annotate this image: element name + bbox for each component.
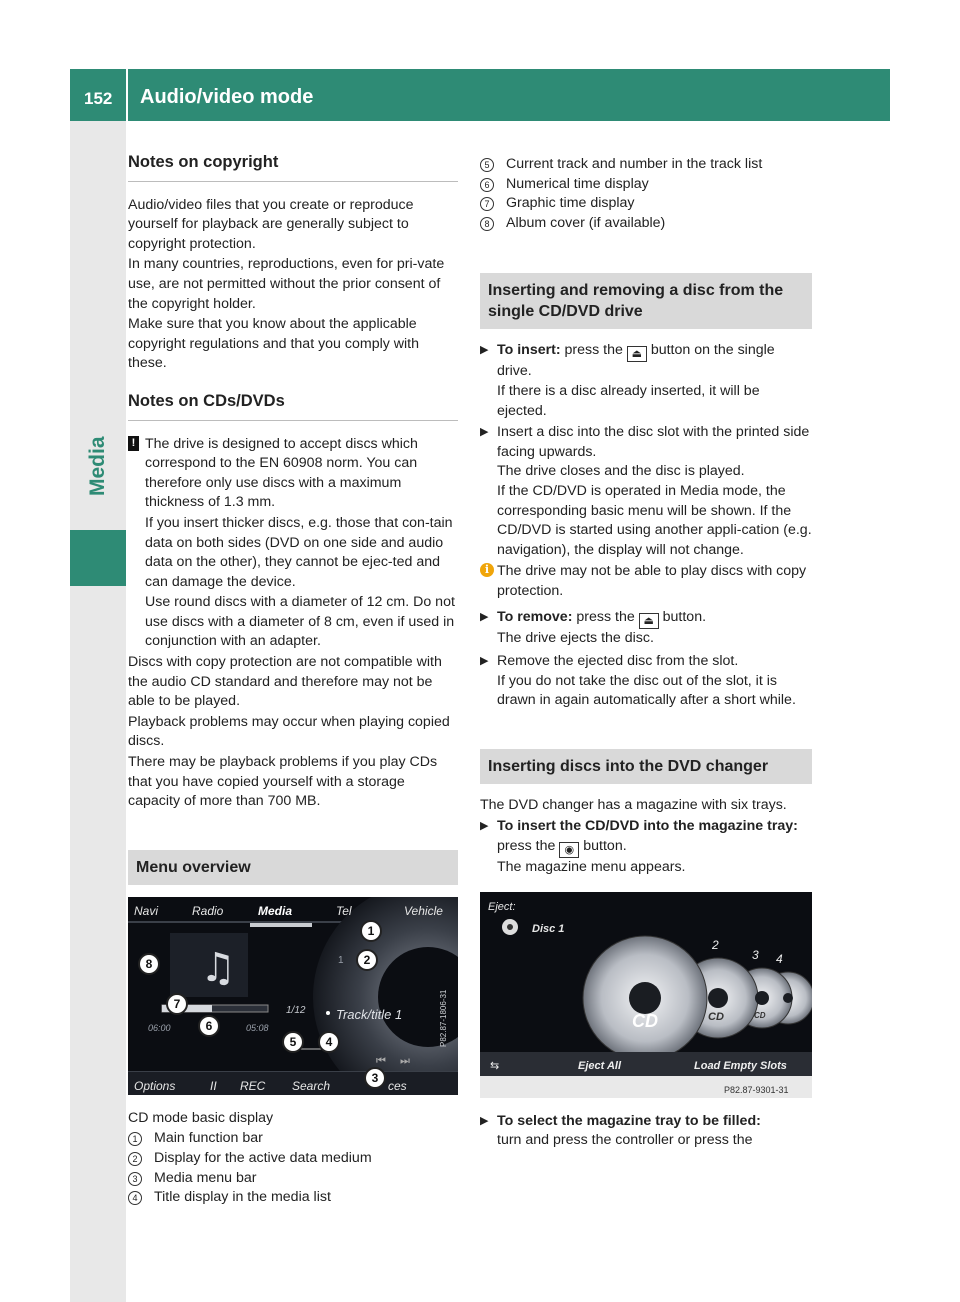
legend-item <box>480 155 812 175</box>
callout-6: 6 <box>198 1015 220 1037</box>
step-insert <box>480 341 812 421</box>
track-title: Track/title 1 <box>336 1006 403 1022</box>
legend-number: 4 <box>128 1191 142 1205</box>
legend-text: Album cover (if available) <box>506 214 666 231</box>
menu-item-rec[interactable]: REC <box>240 1078 266 1093</box>
legend-text: Graphic time display <box>506 195 635 212</box>
step-remove-disc <box>480 652 812 711</box>
legend-item <box>480 194 812 214</box>
copyright-para: Audio/video files that you create or reproduce yourself for playback are generally subject to copyright protection. <box>128 196 414 252</box>
arrow-right-icon: ▶ <box>480 610 489 623</box>
cd-para: There may be playback problems if you play CDs that you have copied yourself with a storage capacity of more than 700 MB. <box>128 754 438 810</box>
eject-icon: ⏏ <box>639 613 659 629</box>
step-text: If the CD/DVD is operated in Media mode, the corresponding basic menu will be shown. If the CD/DVD is started using another appli-cation (e.g. navigation), the display will not change. <box>497 482 812 558</box>
cd-para: Playback problems may occur when playing copied discs. <box>128 713 450 750</box>
legend-item <box>480 214 812 234</box>
load-empty-slots-button[interactable]: Load Empty Slots <box>694 1059 787 1072</box>
disc-number: 1 <box>338 954 344 966</box>
step-text: Insert a disc into the disc slot with the printed side facing upwards. <box>497 424 810 460</box>
disc-4-number: 4 <box>776 951 783 966</box>
callout-7: 7 <box>166 993 188 1015</box>
step-label: To select the magazine tray to be filled: <box>497 1112 761 1129</box>
menu-item-options[interactable]: Options <box>134 1078 176 1093</box>
step-text: Remove the ejected disc from the slot. <box>497 653 739 670</box>
menu-item-search[interactable]: Search <box>292 1078 331 1093</box>
legend-number: 1 <box>128 1132 142 1146</box>
pause-icon[interactable]: II <box>210 1078 217 1093</box>
step-label: To remove: <box>497 608 573 625</box>
info-text: The drive may not be able to play discs with copy protection. <box>497 563 807 599</box>
warning-icon: ! <box>128 436 139 451</box>
menu-item-tel[interactable]: Tel <box>336 903 352 918</box>
cd-heading: Notes on CDs/DVDs <box>128 392 458 421</box>
legend-item <box>480 175 812 195</box>
svg-text:⏭: ⏭ <box>400 1053 410 1067</box>
step-insert-disc <box>480 423 812 560</box>
callout-5: 5 <box>282 1031 304 1053</box>
step-text: turn and press the controller or press the <box>497 1132 753 1149</box>
legend-text: Current track and number in the track list <box>506 156 763 172</box>
step-text: press the <box>576 608 635 625</box>
disc-1-label[interactable]: Disc 1 <box>532 922 565 935</box>
track-count: 1/12 <box>286 1004 306 1016</box>
disc-cd-label: CD <box>708 1010 724 1023</box>
time-remaining: 05:08 <box>246 1022 269 1033</box>
page-number: 152 <box>84 89 113 108</box>
insert-remove-heading: Inserting and removing a disc from the single CD/DVD drive <box>480 273 812 329</box>
legend-text: Numerical time display <box>506 175 649 192</box>
step-text: press the <box>497 838 556 855</box>
legend-item <box>128 1188 458 1208</box>
callout-2: 2 <box>356 949 378 971</box>
magazine-menu-screenshot <box>480 892 812 1098</box>
disc-cd-label: CD <box>754 1010 766 1020</box>
legend-text: Media menu bar <box>154 1169 257 1186</box>
side-tab-label: Media <box>86 436 109 496</box>
legend-item <box>128 1149 458 1169</box>
step-text: If you do not take the disc out of the slot, it is drawn in again automatically after a short while. <box>497 672 796 709</box>
cd-mode-screenshot <box>128 897 458 1095</box>
header-divider <box>126 69 128 121</box>
cd-para: Discs with copy protection are not compatible with the audio CD standard and therefore may not be able to be played. <box>128 654 442 710</box>
warning-para: The drive is designed to accept discs which correspond to the EN 60908 norm. You can therefore only use discs with a maximum thickness of 1.3 mm. <box>145 435 418 511</box>
info-icon: i <box>480 563 494 577</box>
step-label: To insert the CD/DVD into the magazine tray: <box>497 818 798 835</box>
menu-item-services[interactable]: ces <box>388 1078 407 1093</box>
disc-2-number: 2 <box>712 937 719 952</box>
header-title: Audio/video mode <box>140 86 314 108</box>
svg-text:♫: ♫ <box>200 944 236 991</box>
arrow-right-icon: ▶ <box>480 655 489 668</box>
legend-text: Title display in the media list <box>154 1189 331 1206</box>
media-key-icon: ◉ <box>559 842 579 858</box>
menu-item-navi[interactable]: Navi <box>134 903 159 918</box>
time-elapsed: 06:00 <box>148 1022 171 1033</box>
legend-number: 6 <box>480 178 494 192</box>
step-text: The magazine menu appears. <box>497 859 686 876</box>
callout-4: 4 <box>318 1031 340 1053</box>
image-code: P82.87-9301-31 <box>724 1084 789 1095</box>
left-column <box>128 153 458 1208</box>
callout-1: 1 <box>360 920 382 942</box>
callout-8: 8 <box>138 953 160 975</box>
dvd-changer-heading: Inserting discs into the DVD changer <box>480 749 812 784</box>
arrow-right-icon: ▶ <box>480 426 489 439</box>
step-text: The drive closes and the disc is played. <box>497 463 745 480</box>
right-column <box>480 155 812 1151</box>
menu-item-radio[interactable]: Radio <box>192 903 224 918</box>
warning-para: If you insert thicker discs, e.g. those that con-tain data on both sides (DVD on one side and audio data on the other), they cannot be ejec-ted and can damage the device. <box>145 514 453 590</box>
legend-number: 3 <box>128 1172 142 1186</box>
menu-item-media[interactable]: Media <box>258 903 293 918</box>
step-select-tray <box>480 1112 812 1151</box>
arrow-right-icon: ▶ <box>480 344 489 357</box>
legend-item <box>128 1129 458 1149</box>
menu-overview-heading: Menu overview <box>128 850 458 885</box>
legend-text: Main function bar <box>154 1130 263 1147</box>
legend-number: 8 <box>480 217 494 231</box>
step-text: If there is a disc already inserted, it will be ejected. <box>497 382 760 419</box>
step-label: To insert: <box>497 342 561 359</box>
disc-cd-label: CD <box>632 1010 658 1031</box>
step-remove <box>480 608 812 649</box>
arrow-right-icon: ▶ <box>480 1114 489 1127</box>
arrow-right-icon: ▶ <box>480 820 489 833</box>
callout-3: 3 <box>364 1067 386 1089</box>
eject-icon: ⏏ <box>627 346 647 362</box>
image-code: P82.87-1806-31 <box>439 989 448 1047</box>
legend-number: 5 <box>480 158 494 172</box>
menu-item-vehicle[interactable]: Vehicle <box>404 903 443 918</box>
warning-note <box>128 435 458 653</box>
copyright-para: Make sure that you know about the applicable copyright regulations and that you comply with these. <box>128 316 420 372</box>
copyright-heading: Notes on copyright <box>128 153 458 182</box>
disc-3-number: 3 <box>752 947 759 962</box>
eject-all-button[interactable]: Eject All <box>578 1059 621 1072</box>
warning-para: Use round discs with a diameter of 12 cm. Do not use discs with a diameter of 8 cm, even if used in conjunction with an adapter. <box>145 594 455 650</box>
eject-label: Eject: <box>488 900 516 913</box>
changer-intro: The DVD changer has a magazine with six trays. <box>480 796 787 813</box>
step-text: The drive ejects the disc. <box>497 629 654 646</box>
legend-text: Display for the active data medium <box>154 1150 372 1166</box>
step-text: button on the single drive. <box>497 342 775 380</box>
side-strip <box>70 121 126 1302</box>
step-insert-magazine <box>480 817 812 877</box>
legend-number: 7 <box>480 197 494 211</box>
svg-text:⏮: ⏮ <box>376 1053 386 1067</box>
step-text: press the <box>564 342 623 359</box>
copyright-para: In many countries, reproductions, even for pri-vate use, are not permitted without the prior consent of the copyright holder. <box>128 256 445 312</box>
info-note <box>480 562 812 601</box>
figure-caption: CD mode basic display <box>128 1109 274 1126</box>
svg-text:⇆: ⇆ <box>490 1058 500 1072</box>
step-text: button. <box>583 838 627 855</box>
step-text: button. <box>662 608 707 625</box>
side-tab-marker <box>70 530 126 586</box>
legend-number: 2 <box>128 1152 142 1166</box>
legend-item <box>128 1169 458 1189</box>
